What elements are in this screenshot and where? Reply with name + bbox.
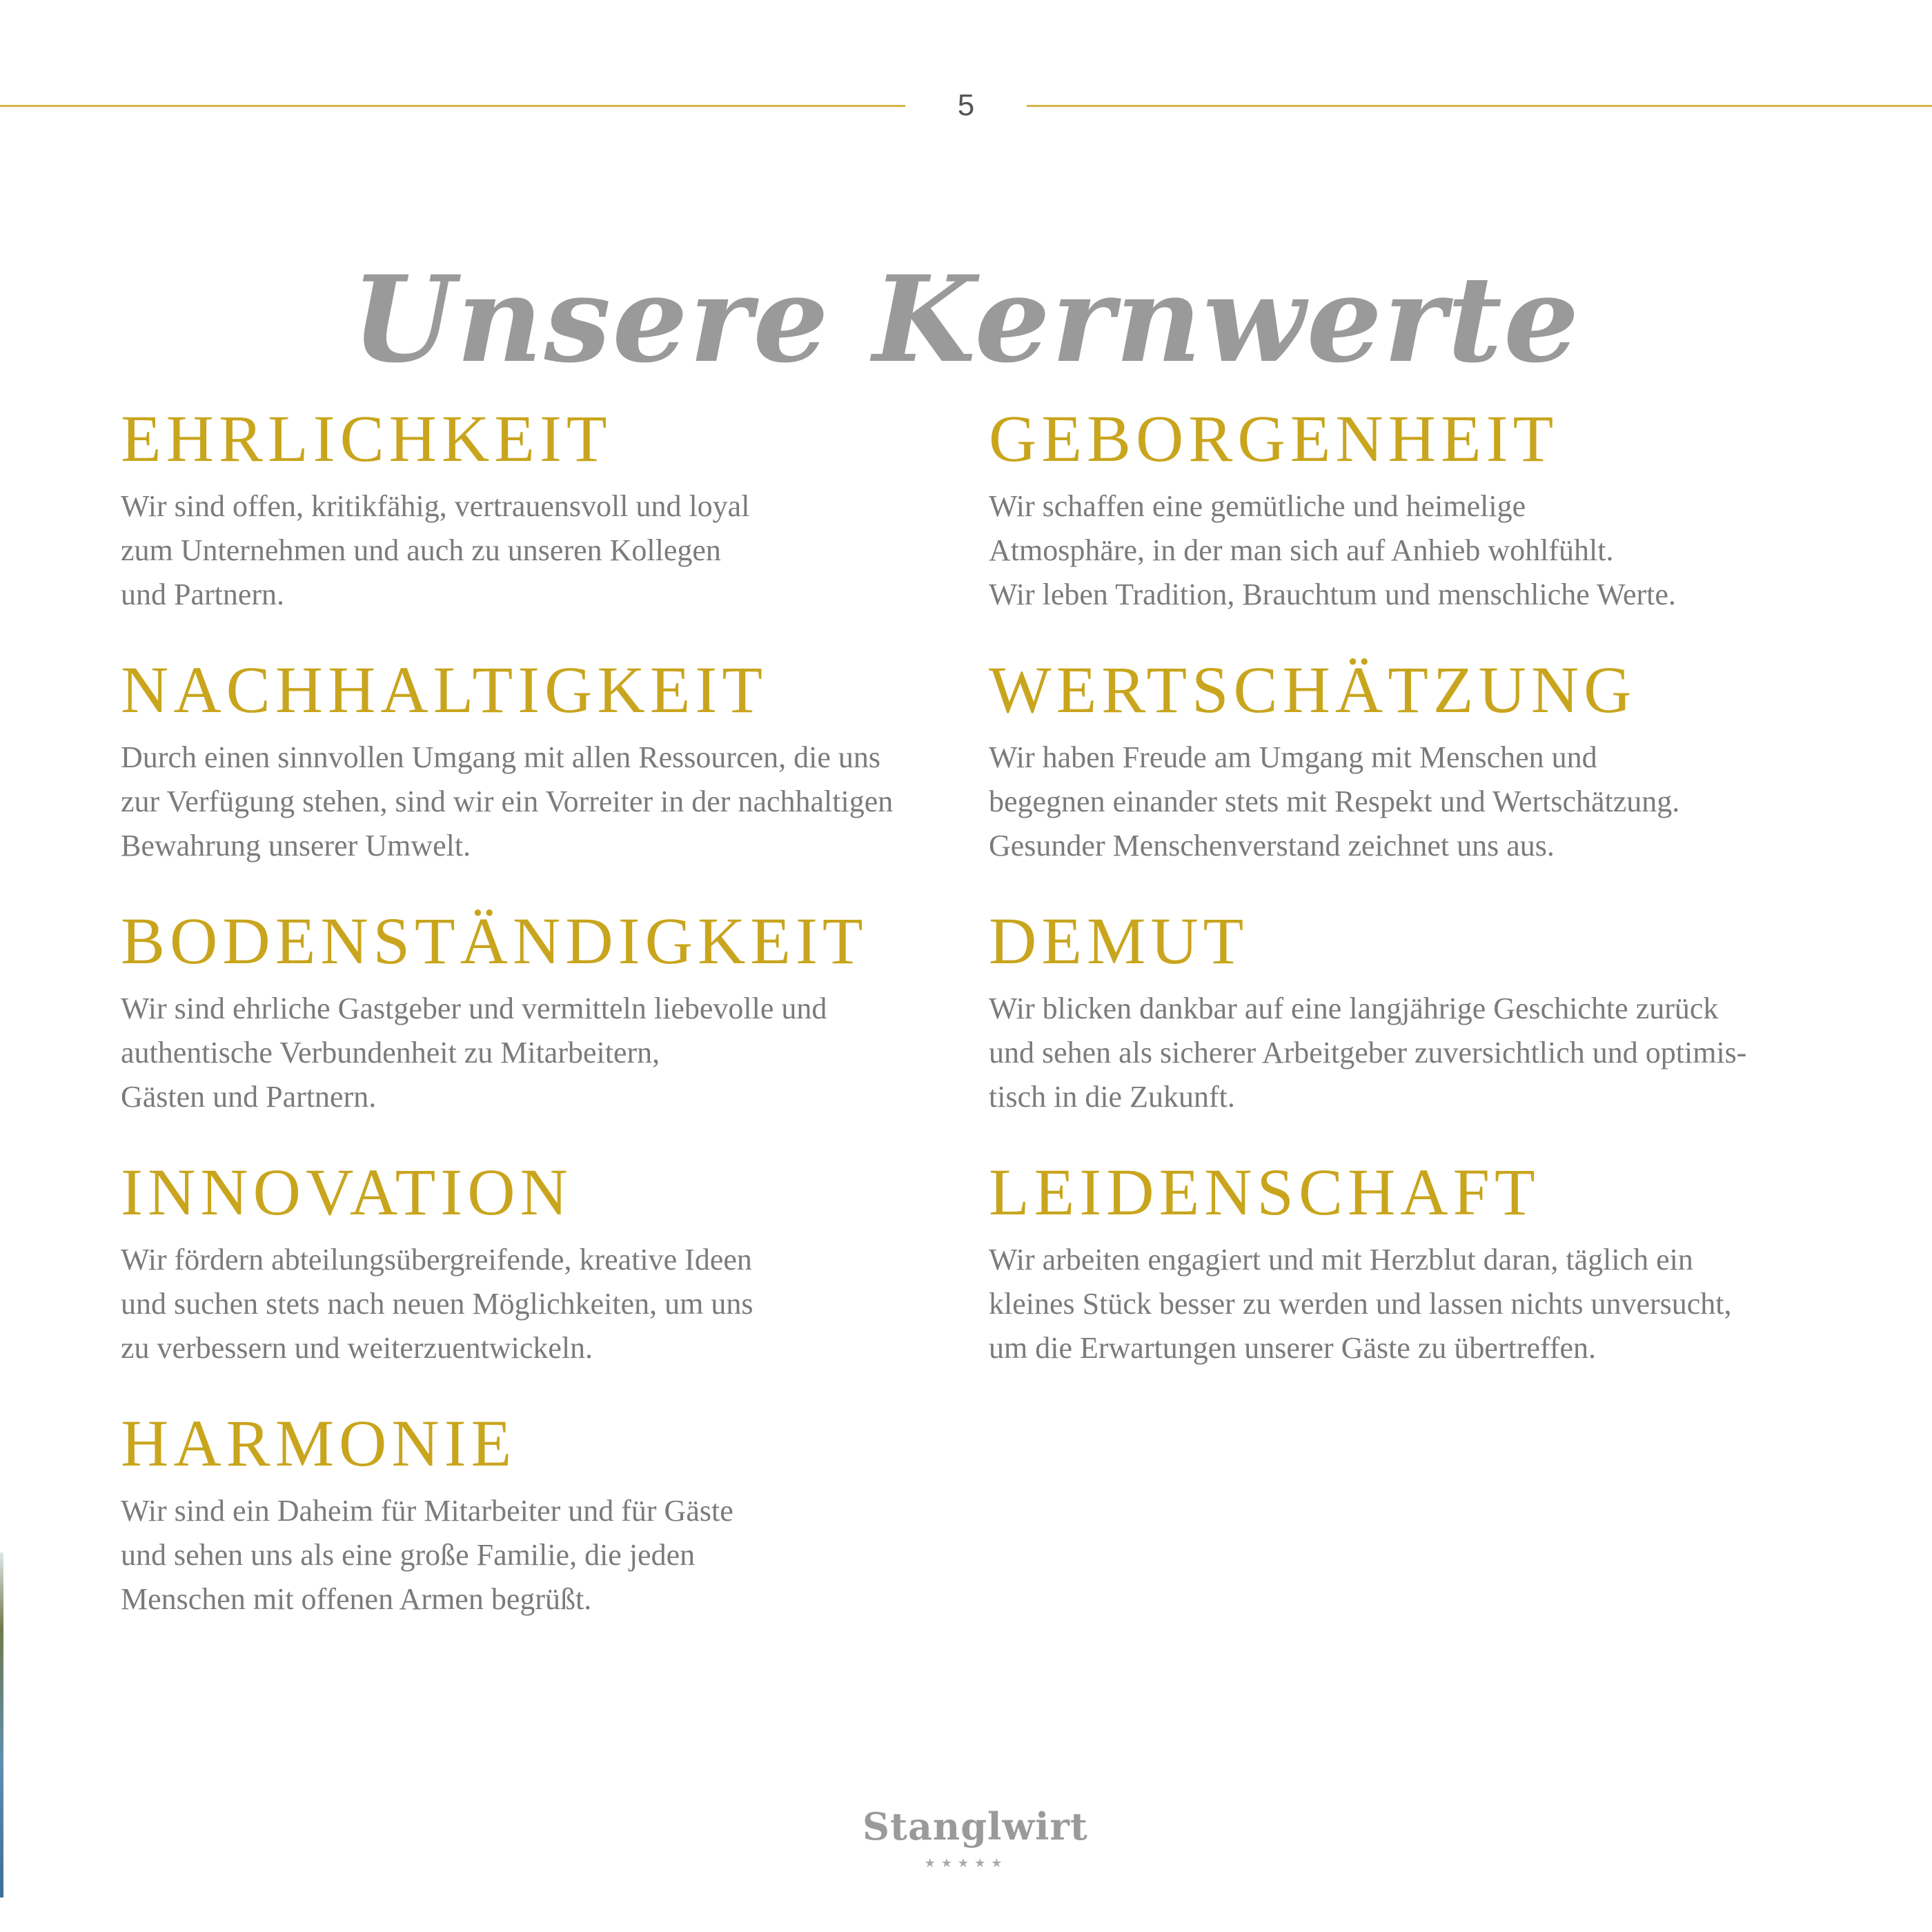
value-nachhaltigkeit [121, 653, 969, 908]
value-description: Wir blicken dankbar auf eine langjährige Geschichte zurück und sehen als sicherer Arbeitgeber zuversichtlich und optimis- tisch in die Zukunft. [989, 992, 1747, 1114]
value-heading: DEMUT [989, 904, 1249, 978]
adjacent-page-photo-edge [0, 1552, 3, 1897]
value-heading: HARMONIE [121, 1406, 517, 1480]
value-heading: LEIDENSCHAFT [989, 1155, 1540, 1229]
page-title: Unsere Kernwerte [351, 249, 1581, 390]
value-harmonie [121, 1406, 969, 1662]
stanglwirt-logo: Stanglwirt [862, 1804, 1088, 1849]
values-column-right [989, 402, 1837, 1410]
page-number: 5 [957, 88, 975, 122]
value-leidenschaft [989, 1155, 1837, 1410]
value-description: Wir sind ehrliche Gastgeber und vermitteln liebevolle und authentische Verbundenheit zu Mitarbeitern, Gästen und Partnern. [121, 992, 827, 1114]
value-description: Wir sind offen, kritikfähig, vertrauensvoll und loyal zum Unternehmen und auch zu unseren Kollegen und Partnern. [121, 489, 750, 611]
value-innovation [121, 1155, 969, 1410]
value-bodenstaendigkeit [121, 904, 969, 1159]
value-heading: GEBORGENHEIT [989, 402, 1559, 475]
value-demut [989, 904, 1837, 1159]
logo-stars-icon: ★★★★★ [924, 1856, 1008, 1871]
value-wertschaetzung [989, 653, 1837, 908]
header-rule-right [1027, 105, 1932, 107]
value-description: Wir schaffen eine gemütliche und heimelige Atmosphäre, in der man sich auf Anhieb wohlfühlt. Wir leben Tradition, Brauchtum und menschliche Werte. [989, 489, 1676, 611]
header-rule-left [0, 105, 905, 107]
value-heading: NACHHALTIGKEIT [121, 653, 768, 727]
value-description: Wir arbeiten engagiert und mit Herzblut daran, täglich ein kleines Stück besser zu werden und lassen nichts unversucht, um die Erwartungen unserer Gäste zu übertreffen. [989, 1243, 1732, 1365]
value-description: Wir haben Freude am Umgang mit Menschen und begegnen einander stets mit Respekt und Wertschätzung. Gesunder Menschenverstand zeichnet uns aus. [989, 740, 1680, 862]
value-ehrlichkeit [121, 402, 969, 657]
value-description: Durch einen sinnvollen Umgang mit allen Ressourcen, die uns zur Verfügung stehen, sind wir ein Vorreiter in der nachhaltigen Bewahrung unserer Umwelt. [121, 740, 894, 862]
values-column-left [121, 402, 969, 1662]
value-heading: BODENSTÄNDIGKEIT [121, 904, 868, 978]
value-description: Wir sind ein Daheim für Mitarbeiter und für Gäste und sehen uns als eine große Familie, die jeden Menschen mit offenen Armen begrüßt. [121, 1494, 733, 1616]
value-heading: WERTSCHÄTZUNG [989, 653, 1637, 727]
value-description: Wir fördern abteilungsübergreifende, kreative Ideen und suchen stets nach neuen Möglichkeiten, um uns zu verbessern und weiterzuentwickeln. [121, 1243, 753, 1365]
value-heading: INNOVATION [121, 1155, 573, 1229]
value-geborgenheit [989, 402, 1837, 657]
value-heading: EHRLICHKEIT [121, 402, 612, 475]
